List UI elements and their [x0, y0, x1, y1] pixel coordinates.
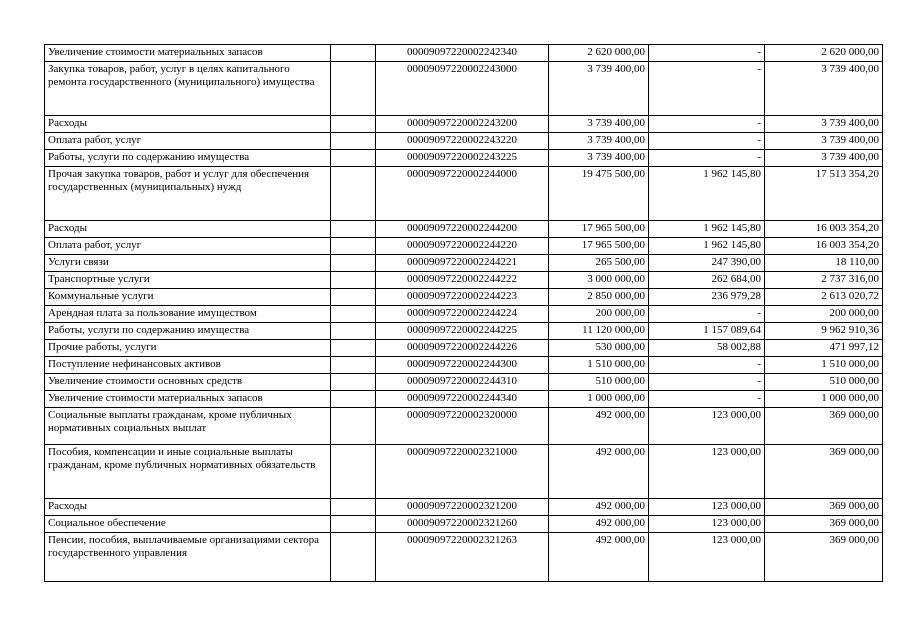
row-remaining-amount: 2 620 000,00 — [765, 45, 883, 62]
row-remaining-amount: 1 000 000,00 — [765, 391, 883, 408]
row-remaining-amount: 2 737 316,00 — [765, 272, 883, 289]
row-remaining-amount: 3 739 400,00 — [765, 62, 883, 116]
row-name: Пособия, компенсации и иные социальные выплаты гражданам, кроме публичных нормативных обязательств — [45, 445, 331, 499]
row-executed-amount: - — [649, 62, 765, 116]
row-budget-code: 00009097220002244340 — [376, 391, 549, 408]
row-executed-amount: - — [649, 391, 765, 408]
table-row — [45, 255, 883, 272]
row-approved-amount: 2 850 000,00 — [549, 289, 649, 306]
row-name: Поступление нефинансовых активов — [45, 357, 331, 374]
row-line-code — [331, 221, 376, 238]
row-remaining-amount: 471 997,12 — [765, 340, 883, 357]
table-row — [45, 306, 883, 323]
row-name: Расходы — [45, 116, 331, 133]
row-approved-amount: 510 000,00 — [549, 374, 649, 391]
row-executed-amount: 58 002,88 — [649, 340, 765, 357]
row-budget-code: 00009097220002321263 — [376, 533, 549, 582]
row-budget-code: 00009097220002244222 — [376, 272, 549, 289]
row-name: Прочая закупка товаров, работ и услуг для обеспечения государственных (муниципальных) нужд — [45, 167, 331, 221]
row-line-code — [331, 133, 376, 150]
row-budget-code: 00009097220002321000 — [376, 445, 549, 499]
row-budget-code: 00009097220002244200 — [376, 221, 549, 238]
budget-execution-table — [44, 44, 883, 582]
table-row — [45, 272, 883, 289]
row-name: Работы, услуги по содержанию имущества — [45, 150, 331, 167]
table-row — [45, 167, 883, 221]
row-approved-amount: 492 000,00 — [549, 499, 649, 516]
table-row — [45, 116, 883, 133]
row-approved-amount: 3 000 000,00 — [549, 272, 649, 289]
row-executed-amount: 262 684,00 — [649, 272, 765, 289]
row-budget-code: 00009097220002242340 — [376, 45, 549, 62]
row-approved-amount: 2 620 000,00 — [549, 45, 649, 62]
row-executed-amount: 1 157 089,64 — [649, 323, 765, 340]
row-line-code — [331, 62, 376, 116]
row-approved-amount: 3 739 400,00 — [549, 133, 649, 150]
row-budget-code: 00009097220002243225 — [376, 150, 549, 167]
row-line-code — [331, 323, 376, 340]
row-name: Прочие работы, услуги — [45, 340, 331, 357]
table-row — [45, 499, 883, 516]
row-remaining-amount: 3 739 400,00 — [765, 133, 883, 150]
table-row — [45, 391, 883, 408]
row-approved-amount: 530 000,00 — [549, 340, 649, 357]
row-line-code — [331, 408, 376, 445]
table-row — [45, 533, 883, 582]
row-budget-code: 00009097220002244224 — [376, 306, 549, 323]
row-budget-code: 00009097220002320000 — [376, 408, 549, 445]
row-line-code — [331, 150, 376, 167]
row-budget-code: 00009097220002244300 — [376, 357, 549, 374]
row-name: Социальное обеспечение — [45, 516, 331, 533]
row-name: Транспортные услуги — [45, 272, 331, 289]
table-row — [45, 357, 883, 374]
row-line-code — [331, 340, 376, 357]
row-budget-code: 00009097220002243220 — [376, 133, 549, 150]
row-remaining-amount: 16 003 354,20 — [765, 238, 883, 255]
row-line-code — [331, 167, 376, 221]
row-executed-amount: 123 000,00 — [649, 533, 765, 582]
row-approved-amount: 492 000,00 — [549, 408, 649, 445]
table-row — [45, 238, 883, 255]
row-line-code — [331, 238, 376, 255]
row-remaining-amount: 17 513 354,20 — [765, 167, 883, 221]
row-approved-amount: 19 475 500,00 — [549, 167, 649, 221]
row-remaining-amount: 369 000,00 — [765, 445, 883, 499]
row-approved-amount: 200 000,00 — [549, 306, 649, 323]
row-line-code — [331, 391, 376, 408]
row-executed-amount: 1 962 145,80 — [649, 221, 765, 238]
row-name: Работы, услуги по содержанию имущества — [45, 323, 331, 340]
row-name: Социальные выплаты гражданам, кроме публичных нормативных социальных выплат — [45, 408, 331, 445]
row-executed-amount: - — [649, 133, 765, 150]
row-name: Расходы — [45, 499, 331, 516]
table-row — [45, 445, 883, 499]
row-budget-code: 00009097220002321200 — [376, 499, 549, 516]
row-executed-amount: 1 962 145,80 — [649, 167, 765, 221]
row-name: Увеличение стоимости материальных запасов — [45, 391, 331, 408]
row-line-code — [331, 116, 376, 133]
row-executed-amount: 247 390,00 — [649, 255, 765, 272]
table-row — [45, 516, 883, 533]
row-name: Увеличение стоимости основных средств — [45, 374, 331, 391]
row-approved-amount: 3 739 400,00 — [549, 116, 649, 133]
row-executed-amount: 123 000,00 — [649, 499, 765, 516]
table-body — [45, 45, 883, 582]
row-name: Оплата работ, услуг — [45, 238, 331, 255]
row-budget-code: 00009097220002244310 — [376, 374, 549, 391]
row-approved-amount: 3 739 400,00 — [549, 150, 649, 167]
row-remaining-amount: 1 510 000,00 — [765, 357, 883, 374]
row-remaining-amount: 2 613 020,72 — [765, 289, 883, 306]
row-budget-code: 00009097220002244223 — [376, 289, 549, 306]
row-budget-code: 00009097220002244220 — [376, 238, 549, 255]
row-executed-amount: 123 000,00 — [649, 408, 765, 445]
row-budget-code: 00009097220002244225 — [376, 323, 549, 340]
row-name: Коммунальные услуги — [45, 289, 331, 306]
row-name: Расходы — [45, 221, 331, 238]
row-remaining-amount: 510 000,00 — [765, 374, 883, 391]
row-remaining-amount: 369 000,00 — [765, 408, 883, 445]
table-row — [45, 323, 883, 340]
row-name: Арендная плата за пользование имуществом — [45, 306, 331, 323]
row-approved-amount: 492 000,00 — [549, 516, 649, 533]
row-approved-amount: 3 739 400,00 — [549, 62, 649, 116]
row-approved-amount: 492 000,00 — [549, 533, 649, 582]
row-line-code — [331, 255, 376, 272]
row-budget-code: 00009097220002243200 — [376, 116, 549, 133]
row-budget-code: 00009097220002321260 — [376, 516, 549, 533]
row-name: Увеличение стоимости материальных запасов — [45, 45, 331, 62]
row-budget-code: 00009097220002244226 — [376, 340, 549, 357]
row-budget-code: 00009097220002244000 — [376, 167, 549, 221]
row-executed-amount: - — [649, 306, 765, 323]
row-executed-amount: - — [649, 374, 765, 391]
row-name: Услуги связи — [45, 255, 331, 272]
row-line-code — [331, 499, 376, 516]
row-remaining-amount: 16 003 354,20 — [765, 221, 883, 238]
row-approved-amount: 265 500,00 — [549, 255, 649, 272]
row-line-code — [331, 516, 376, 533]
row-line-code — [331, 374, 376, 391]
row-remaining-amount: 18 110,00 — [765, 255, 883, 272]
row-remaining-amount: 369 000,00 — [765, 499, 883, 516]
table-row — [45, 45, 883, 62]
row-name: Закупка товаров, работ, услуг в целях капитального ремонта государственного (муниципального) имущества — [45, 62, 331, 116]
table-row — [45, 150, 883, 167]
row-approved-amount: 11 120 000,00 — [549, 323, 649, 340]
row-line-code — [331, 289, 376, 306]
row-approved-amount: 1 000 000,00 — [549, 391, 649, 408]
row-executed-amount: 236 979,28 — [649, 289, 765, 306]
row-executed-amount: - — [649, 116, 765, 133]
row-remaining-amount: 369 000,00 — [765, 516, 883, 533]
row-budget-code: 00009097220002244221 — [376, 255, 549, 272]
row-approved-amount: 17 965 500,00 — [549, 221, 649, 238]
table-row — [45, 340, 883, 357]
row-executed-amount: - — [649, 150, 765, 167]
row-executed-amount: 1 962 145,80 — [649, 238, 765, 255]
row-line-code — [331, 533, 376, 582]
row-remaining-amount: 3 739 400,00 — [765, 116, 883, 133]
row-line-code — [331, 45, 376, 62]
row-line-code — [331, 357, 376, 374]
row-executed-amount: 123 000,00 — [649, 516, 765, 533]
row-executed-amount: - — [649, 45, 765, 62]
row-approved-amount: 1 510 000,00 — [549, 357, 649, 374]
table-row — [45, 374, 883, 391]
row-remaining-amount: 200 000,00 — [765, 306, 883, 323]
row-name: Оплата работ, услуг — [45, 133, 331, 150]
table-row — [45, 289, 883, 306]
row-line-code — [331, 445, 376, 499]
table-row — [45, 221, 883, 238]
table-row — [45, 62, 883, 116]
row-remaining-amount: 3 739 400,00 — [765, 150, 883, 167]
row-approved-amount: 492 000,00 — [549, 445, 649, 499]
row-executed-amount: - — [649, 357, 765, 374]
table-row — [45, 133, 883, 150]
table-row — [45, 408, 883, 445]
row-executed-amount: 123 000,00 — [649, 445, 765, 499]
row-remaining-amount: 369 000,00 — [765, 533, 883, 582]
row-approved-amount: 17 965 500,00 — [549, 238, 649, 255]
row-line-code — [331, 272, 376, 289]
row-budget-code: 00009097220002243000 — [376, 62, 549, 116]
row-name: Пенсии, пособия, выплачиваемые организациями сектора государственного управления — [45, 533, 331, 582]
row-remaining-amount: 9 962 910,36 — [765, 323, 883, 340]
row-line-code — [331, 306, 376, 323]
